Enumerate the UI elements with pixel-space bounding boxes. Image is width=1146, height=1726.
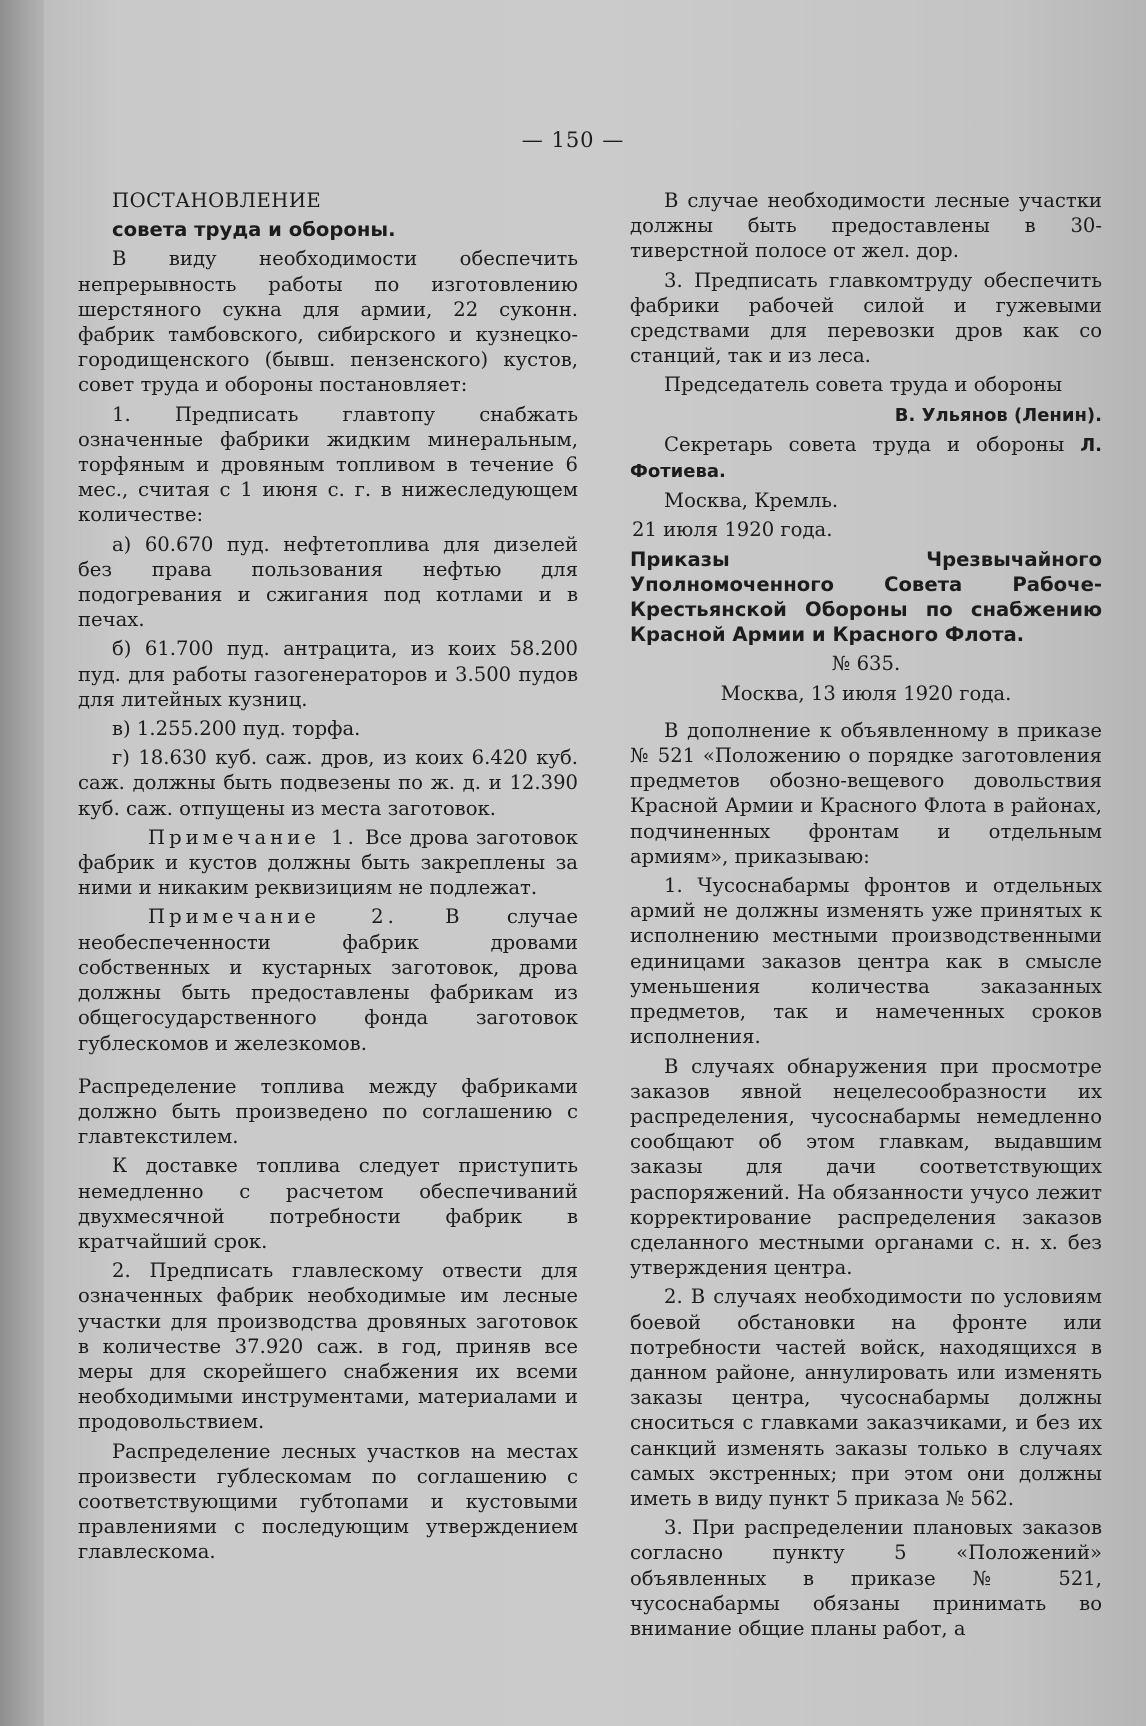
paragraph: в) 1.255.200 пуд. торфа.	[112, 717, 361, 741]
note-1-text: Все дрова заготовок фабрик и кустов должны быть закреплены за ними и никаким реквизициям не подлежат.	[78, 825, 578, 900]
paragraph: 2. Предписать главлескому отвести для означенных фабрик необходимые им лесные участки для производства дровяных заготовок в количестве 37.920 саж. в год, приняв все меры для скорейшего снабжения их всеми необходимыми инструментами, материалами и продовольствием.	[78, 1259, 578, 1434]
paragraph: 3. Предписать главкомтруду обеспечить фабрики рабочей силой и гужевыми средствами для перевозки дров как со станций, так и из леса.	[630, 268, 1102, 368]
place-line: Москва, Кремль.	[664, 489, 839, 513]
note-1-label: Примечание 1.	[148, 825, 358, 849]
paragraph: Распределение топлива между фабриками должно быть произведено по соглашению с главтекстилем.	[78, 1074, 578, 1149]
resolution-subtitle: совета труда и обороны.	[112, 218, 396, 242]
paragraph: В виду необходимости обеспечить непрерывность работы по изготовлению шерстяного сукна для армии, 22 суконн. фабрик тамбовского, сибирского и кузнецко-городищенского (бывш. пензенского) кустов, совет труда и обороны постановляет:	[78, 247, 578, 397]
paragraph: В случае необходимости лесные участки должны быть предоставлены в 30-тиверстной полосе от жел. дор.	[630, 189, 1102, 263]
paragraph: 1. Чусоснабармы фронтов и отдельных армий не должны изменять уже принятых к исполнению местными производственными единицами заказов центра как в смысле уменьшения количества заказанных предметов, так и намеченных сроков исполнения.	[630, 874, 1102, 1049]
order-date: Москва, 13 июля 1920 года.	[720, 681, 1012, 705]
order-number: № 635.	[831, 652, 901, 676]
chair-signature: В. Ульянов (Ленин).	[894, 404, 1102, 426]
note-2	[78, 904, 578, 1055]
paragraph: В дополнение к объявленному в приказе № 521 «Положению о порядке заготовления предметов обозно-вещевого довольствия Красной Армии и Красного Флота в районах, подчиненных фронтам и отдельным армиям», приказываю:	[630, 718, 1102, 868]
paragraph: 3. При распределении плановых заказов согласно пункту 5 «Положений» объявленных в приказе № 521, чусоснабармы обязаны принимать во внимание общие планы работ, а	[630, 1516, 1102, 1640]
orders-title: Приказы Чрезвычайного Уполномоченного Совета Рабоче-Крестьянской Обороны по снабжению Красной Армии и Красного Флота.	[630, 547, 1102, 647]
secretary-signature: Л. Фотиева.	[630, 434, 1102, 483]
note-2-text: В случае необеспеченности фабрик дровами собственных и кустарных заготовок, дрова должны быть предоставлены фабрикам из общегосударственного фонда заготовок гублескомов и железкомов.	[78, 905, 578, 1055]
paragraph: Распределение лесных участков на местах произвести гублескомам по соглашению с соответствующими губтопами и кустовыми правлениями с последующим утверждением главлескома.	[78, 1439, 578, 1564]
secretary-line: Секретарь совета труда и обороны	[664, 432, 1065, 456]
paragraph: 2. В случаях необходимости по условиям боевой обстановки на фронте или потребности частей войск, находящихся в данном районе, аннулировать или изменять заказы центра, чусоснабармы должны сноситься с главками заказчиками, и без их санкций изменять заказы только в случаях самых экстренных; при этом они должны иметь в виду пункт 5 приказа № 562.	[630, 1285, 1102, 1510]
left-column	[78, 188, 578, 1569]
paragraph: В случаях обнаружения при просмотре заказов явной нецелесообразности их распределения, чусоснабармы немедленно сообщают об этом главкам, выдавшим заказы для дачи соответствующих распоряжений. На обязанности учусо лежит корректирование распределения заказов сделанного местными органами с. н. х. без утверждения центра.	[630, 1054, 1102, 1280]
paragraph: б) 61.700 пуд. антрацита, из коих 58.200 пуд. для работы газогенераторов и 3.500 пудов для литейных кузниц.	[78, 637, 578, 711]
binding-shadow	[0, 0, 44, 1726]
resolution-title: ПОСТАНОВЛЕНИЕ	[112, 189, 322, 212]
note-2-label: Примечание 2.	[148, 905, 398, 929]
paragraph: г) 18.630 куб. саж. дров, из коих 6.420 куб. саж. должны быть подвезены по ж. д. и 12.390 куб. саж. отпущены из места заготовок.	[78, 746, 578, 820]
note-1	[78, 825, 578, 901]
paragraph: К доставке топлива следует приступить немедленно с расчетом обеспечиваний двухмесячной потребности фабрик в кратчайший срок.	[78, 1154, 578, 1253]
page-number: — 150 —	[521, 128, 625, 152]
chair-line: Председатель совета труда и обороны	[664, 373, 1063, 397]
paragraph: а) 60.670 пуд. нефтетоплива для дизелей без права пользования нефтью для подогревания и сжигания под котлами и в печах.	[78, 532, 578, 632]
right-column	[630, 188, 1102, 1645]
paragraph: 1. Предписать главтопу снабжать означенные фабрики жидким минеральным, торфяным и дровяным топливом в течение 6 мес., считая с 1 июня с. г. в нижеследующем количестве:	[78, 402, 578, 527]
date-line: 21 июля 1920 года.	[632, 518, 833, 542]
